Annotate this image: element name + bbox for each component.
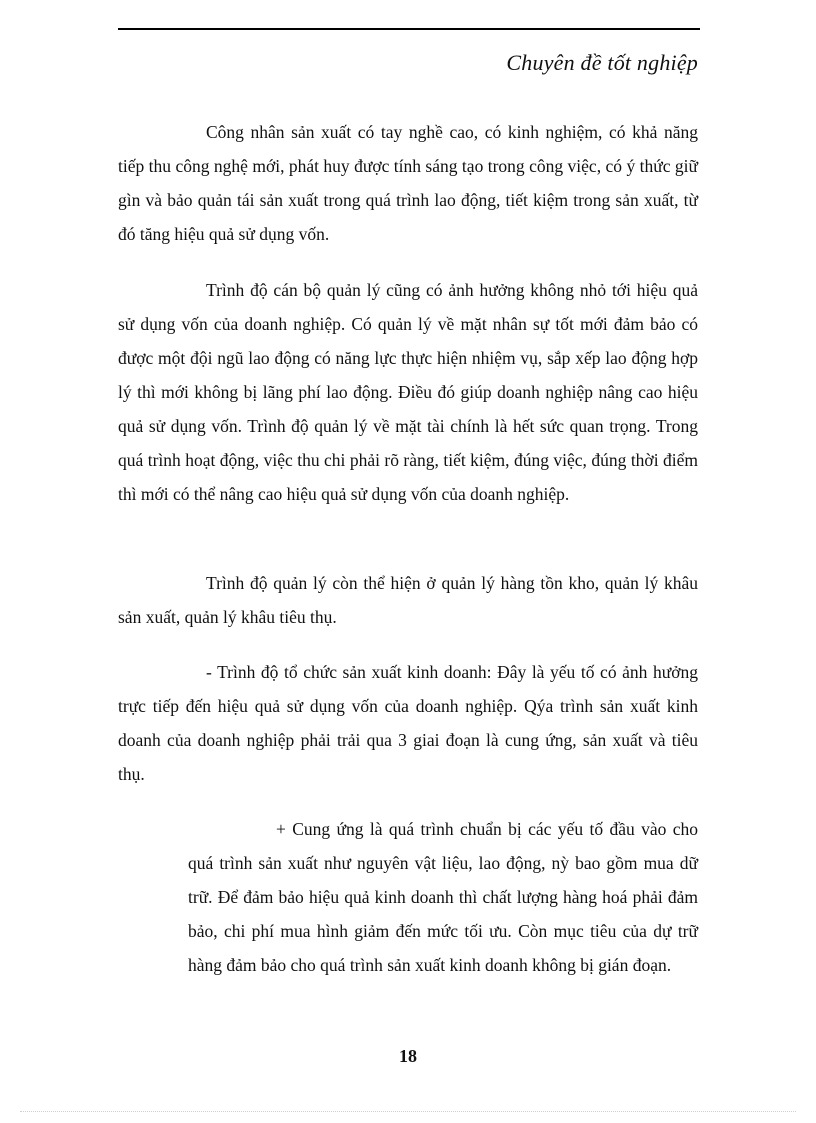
- paragraph-management-level: Trình độ cán bộ quản lý cũng có ảnh hưởng không nhỏ tới hiệu quả sử dụng vốn của doanh nghiệp. Có quản lý về mặt nhân sự tốt mới đảm bảo có được một đội ngũ lao động có năng lực thực hiện nhiệm vụ, sắp xếp lao động hợp lý thì mới không bị lãng phí lao động. Điều đó giúp doanh nghiệp nâng cao hiệu quả sử dụng vốn. Trình độ quản lý về mặt tài chính là hết sức quan trọng. Trong quá trình hoạt động, việc thu chi phải rõ ràng, tiết kiệm, đúng việc, đúng thời điểm thì mới có thể nâng cao hiệu quả sử dụng vốn của doanh nghiệp.: [118, 279, 698, 504]
- paragraph-inventory-management: Trình độ quản lý còn thể hiện ở quản lý hàng tồn kho, quản lý khâu sản xuất, quản lý khâu tiêu thụ.: [118, 572, 698, 627]
- page-number: 18: [399, 1046, 417, 1066]
- paragraph-business-organization: - Trình độ tổ chức sản xuất kinh doanh: Đây là yếu tố có ảnh hưởng trực tiếp đến hiệu quả sử dụng vốn của doanh nghiệp. Qýa trình sản xuất kinh doanh của doanh nghiệp phải trải qua 3 giai đoạn là cung ứng, sản xuất và tiêu thụ.: [118, 661, 698, 784]
- paragraph-skilled-workers: Công nhân sản xuất có tay nghề cao, có kinh nghiệm, có khả năng tiếp thu công nghệ mới, phát huy được tính sáng tạo trong công việc, có ý thức giữ gìn và bảo quản tái sản xuất trong quá trình lao động, tiết kiệm trong sản xuất, từ đó tăng hiệu quả sử dụng vốn.: [118, 121, 698, 244]
- header-rule: [118, 28, 700, 30]
- header-title: Chuyên đề tốt nghiệp: [506, 50, 698, 75]
- page-bottom-divider: [20, 1111, 796, 1112]
- paragraph-supply-stage: + Cung ứng là quá trình chuẩn bị các yếu tố đầu vào cho quá trình sản xuất như nguyên vật liệu, lao động, nỳ bao gồm mua dữ trữ. Để đảm bảo hiệu quả kinh doanh thì chất lượng hàng hoá phải đảm bảo, chi phí mua hình giảm đến mức tối ưu. Còn mục tiêu của dự trữ hàng đảm bảo cho quá trình sản xuất kinh doanh không bị gián đoạn.: [188, 818, 698, 975]
